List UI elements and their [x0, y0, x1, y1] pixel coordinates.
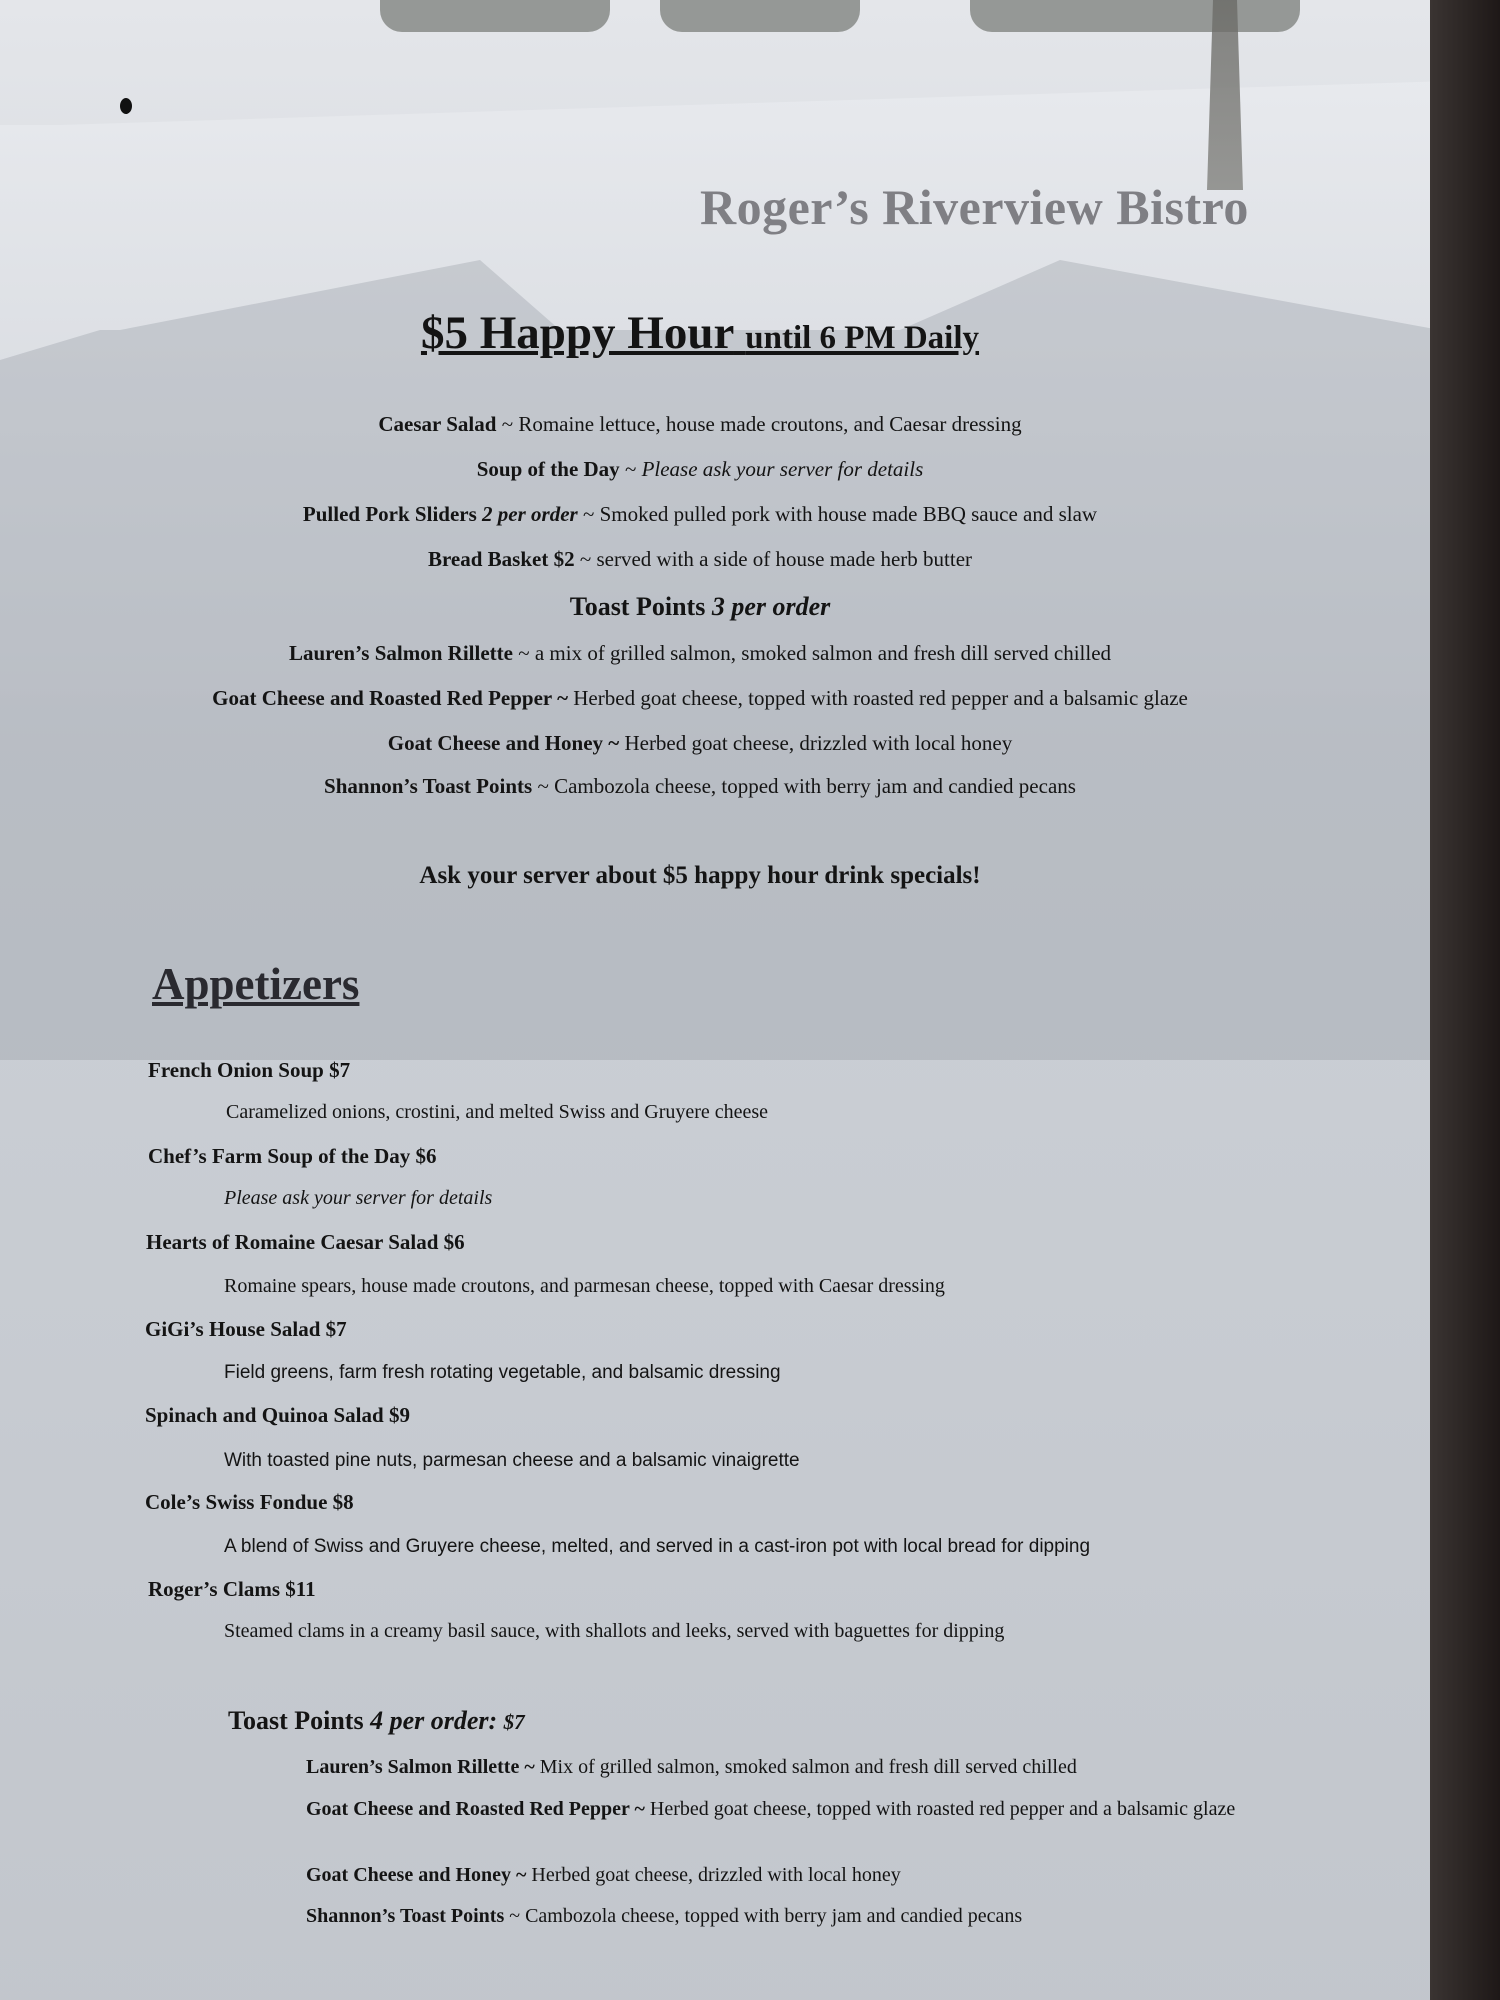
- hh-item-sep: ~: [619, 457, 642, 481]
- happy-hour-title: $5 Happy Hour: [420, 307, 734, 359]
- hh-item-name: Pulled Pork Sliders: [302, 502, 477, 526]
- hh-toast-item-desc: Herbed goat cheese, drizzled with local honey: [624, 731, 1013, 755]
- toast-note: 4 per order:: [370, 1706, 498, 1735]
- hh-toast-item-desc: a mix of grilled salmon, smoked salmon and fresh dill served chilled: [534, 641, 1112, 665]
- appetizer-name: Chef’s Farm Soup of the Day $6: [148, 1144, 437, 1168]
- hh-item-name: Caesar Salad: [378, 412, 497, 436]
- appetizer-name: Hearts of Romaine Caesar Salad $6: [146, 1230, 465, 1254]
- toast-item: [306, 1862, 1256, 1889]
- toast-item-name: Goat Cheese and Roasted Red Pepper ~: [306, 1798, 645, 1820]
- toast-item: [306, 1903, 1256, 1930]
- hh-toast-item: [0, 641, 1400, 666]
- appetizer-desc: With toasted pine nuts, parmesan cheese and a balsamic vinaigrette: [224, 1450, 800, 1471]
- hh-toast-item-sep: ~: [532, 774, 555, 798]
- hh-item-name: Soup of the Day: [476, 457, 620, 481]
- toast-item-name: Goat Cheese and Honey ~: [306, 1864, 527, 1886]
- hh-item-name: Bread Basket $2: [427, 547, 575, 571]
- appetizer-toast-points-heading: [228, 1706, 525, 1736]
- toast-item-desc: Herbed goat cheese, drizzled with local honey: [531, 1864, 901, 1886]
- hh-toast-note: 3 per order: [711, 592, 831, 621]
- hh-toast-item-name: Shannon’s Toast Points: [324, 774, 533, 798]
- appetizer-desc: [224, 1187, 492, 1210]
- hh-item-desc: Romaine lettuce, house made croutons, and Caesar dressing: [518, 412, 1022, 436]
- drink-specials-note: Ask your server about $5 happy hour drink specials!: [419, 862, 981, 889]
- appetizer-desc: Caramelized onions, crostini, and melted Swiss and Gruyere cheese: [226, 1101, 769, 1123]
- happy-hour-heading: [0, 306, 1400, 360]
- hh-item-sep: ~: [577, 502, 600, 526]
- hh-toast-item: [0, 686, 1400, 711]
- hh-item-desc: served with a side of house made herb butter: [596, 547, 973, 571]
- appetizer-desc: A blend of Swiss and Gruyere cheese, melted, and served in a cast-iron pot with local bread for dipping: [224, 1536, 1091, 1557]
- hh-item-desc: Please ask your server for details: [641, 457, 924, 481]
- hh-item-sep: ~: [574, 547, 597, 571]
- appetizer-desc-text: Please ask your server for details: [224, 1187, 493, 1209]
- hh-toast-item-name: Goat Cheese and Honey ~: [387, 731, 620, 755]
- hh-toast-item-name: Goat Cheese and Roasted Red Pepper ~: [212, 686, 569, 710]
- appetizer-desc: Romaine spears, house made croutons, and parmesan cheese, topped with Caesar dressing: [224, 1275, 945, 1297]
- hh-toast-item: [0, 731, 1400, 756]
- appetizer-name: Spinach and Quinoa Salad $9: [145, 1403, 410, 1427]
- hh-toast-title: Toast Points: [569, 592, 706, 621]
- happy-hour-subtitle: until 6 PM Daily: [745, 320, 980, 356]
- toast-item-desc: Herbed goat cheese, topped with roasted red pepper and a balsamic glaze: [649, 1798, 1236, 1820]
- hh-toast-points-heading: [0, 592, 1400, 622]
- appetizer-name: Cole’s Swiss Fondue $8: [145, 1490, 354, 1514]
- appetizer-name: GiGi’s House Salad $7: [145, 1317, 347, 1341]
- toast-price: $7: [503, 1710, 525, 1734]
- hh-item: [0, 412, 1400, 437]
- toast-item-name: Lauren’s Salmon Rillette ~: [306, 1756, 535, 1778]
- toast-item: [306, 1754, 1256, 1781]
- hh-toast-item: [0, 774, 1400, 799]
- appetizer-desc: Steamed clams in a creamy basil sauce, with shallots and leeks, served with baguettes for dipping: [224, 1620, 1005, 1642]
- hh-toast-item-desc: Cambozola cheese, topped with berry jam and candied pecans: [554, 774, 1076, 798]
- toast-item-desc: Mix of grilled salmon, smoked salmon and fresh dill served chilled: [539, 1756, 1077, 1778]
- hh-item-note: 2 per order: [482, 502, 578, 526]
- toast-item: [306, 1796, 1256, 1823]
- hh-toast-item-name: Lauren’s Salmon Rillette: [288, 641, 513, 665]
- hh-item-desc: Smoked pulled pork with house made BBQ sauce and slaw: [599, 502, 1098, 526]
- hh-toast-item-sep: ~: [512, 641, 535, 665]
- appetizer-desc: Field greens, farm fresh rotating vegetable, and balsamic dressing: [224, 1362, 781, 1383]
- appetizer-name: French Onion Soup $7: [148, 1058, 351, 1082]
- hh-toast-item-desc: Herbed goat cheese, topped with roasted red pepper and a balsamic glaze: [573, 686, 1188, 710]
- toast-item-name: Shannon’s Toast Points: [306, 1905, 505, 1927]
- appetizer-name: Roger’s Clams $11: [148, 1577, 316, 1601]
- hh-item-sep: ~: [496, 412, 519, 436]
- appetizers-heading: Appetizers: [152, 959, 360, 1009]
- toast-title: Toast Points: [228, 1706, 364, 1735]
- hh-item: [0, 457, 1400, 482]
- restaurant-name: Roger’s Riverview Bistro: [700, 179, 1249, 235]
- toast-item-desc: ~ Cambozola cheese, topped with berry jam and candied pecans: [509, 1905, 1023, 1927]
- hh-item: [0, 547, 1400, 572]
- hh-item: [0, 502, 1400, 527]
